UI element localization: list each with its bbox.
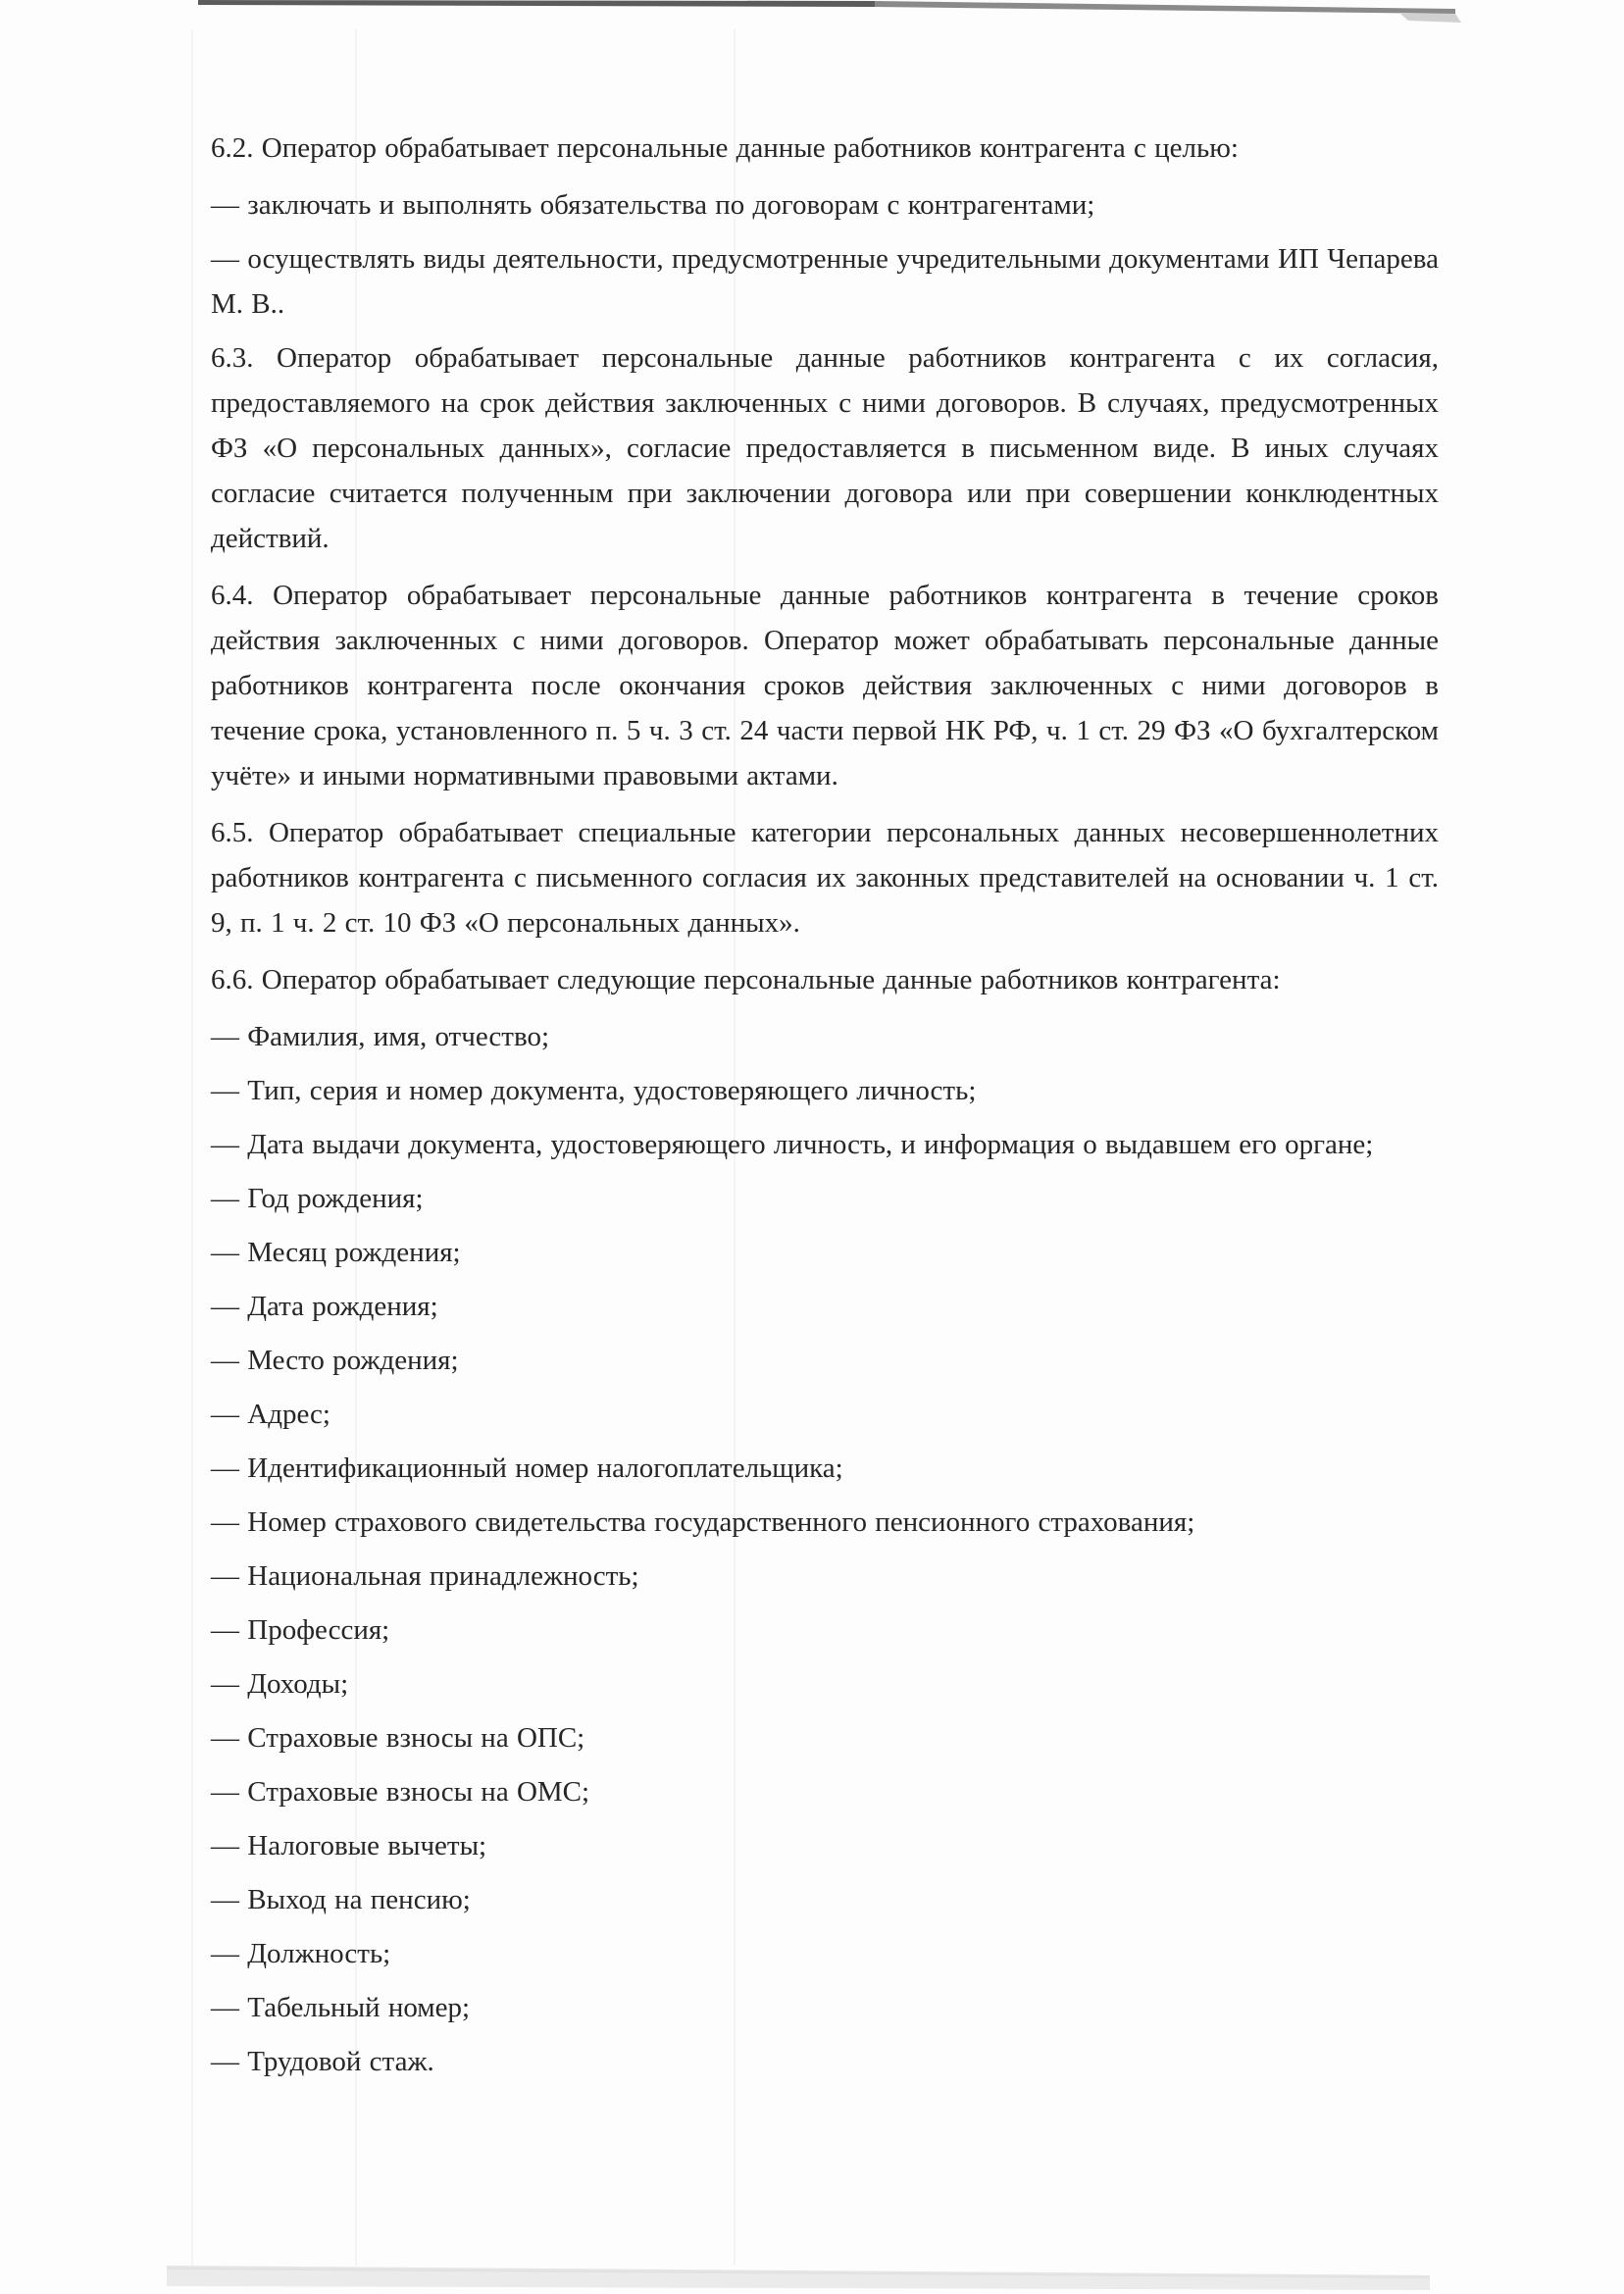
paragraph-6-6: 6.6. Оператор обрабатывает следующие персональные данные работников контрагента: (211, 964, 1281, 995)
list-item: — Страховые взносы на ОМС; (211, 1776, 590, 1808)
list-item: — Тип, серия и номер документа, удостоверяющего личность; (211, 1075, 977, 1106)
list-item: — Профессия; (211, 1614, 390, 1646)
list-item: — Табельный номер; (211, 1992, 471, 2023)
list-item: — Фамилия, имя, отчество; (211, 1021, 550, 1052)
list-item: — Год рождения; (211, 1183, 424, 1214)
scan-top-edge-artifact (0, 0, 1624, 39)
list-item: — Налоговые вычеты; (211, 1830, 487, 1861)
list-item: — Место рождения; (211, 1345, 459, 1376)
list-item: — Доходы; (211, 1668, 349, 1700)
list-item: — Трудовой стаж. (211, 2046, 434, 2077)
paper-fold-line (191, 29, 193, 2266)
list-item: — Месяц рождения; (211, 1237, 461, 1268)
list-item: — Национальная принадлежность; (211, 1560, 639, 1592)
list-item: — Дата рождения; (211, 1291, 438, 1322)
list-item: — Должность; (211, 1938, 391, 1969)
paragraph-6-3: 6.3. Оператор обрабатывает персональные данные работников контрагента с их согласия, предоставляемого на срок действия заключенных с ними договоров. В случаях, предусмотренных ФЗ «О персональных данных», согласие предоставляется в письменном виде. В иных случаях согласие считается полученным при заключении договора или при совершении конклюдентных действий. (211, 342, 1439, 554)
list-item-purpose-contracts: — заключать и выполнять обязательства по договорам с контрагентами; (211, 189, 1095, 221)
scan-bottom-shadow-artifact (0, 2246, 1624, 2294)
list-item: — Адрес; (211, 1399, 330, 1430)
paragraph-6-4: 6.4. Оператор обрабатывает персональные данные работников контрагента в течение сроков действия заключенных с ними договоров. Оператор может обрабатывать персональные данные работников контрагента после окончания сроков действия заключенных с ними договоров в течение срока, установленного п. 5 ч. 3 ст. 24 части первой НК РФ, ч. 1 ст. 29 ФЗ «О бухгалтерском учёте» и иными нормативными правовыми актами. (211, 580, 1439, 791)
list-item: — Выход на пенсию; (211, 1884, 471, 1915)
list-item: — Номер страхового свидетельства государственного пенсионного страхования; (211, 1506, 1195, 1538)
list-item: — Идентификационный номер налогоплательщика; (211, 1453, 843, 1484)
list-item-purpose-activities: — осуществлять виды деятельности, предусмотренные учредительными документами ИП Чепарева М. В.. (211, 243, 1439, 320)
paragraph-6-5: 6.5. Оператор обрабатывает специальные категории персональных данных несовершеннолетних работников контрагента с письменного согласия их законных представителей на основании ч. 1 ст. 9, п. 1 ч. 2 ст. 10 ФЗ «О персональных данных». (211, 817, 1439, 939)
paragraph-6-2: 6.2. Оператор обрабатывает персональные данные работников контрагента с целью: (211, 132, 1239, 164)
list-item: — Дата выдачи документа, удостоверяющего личность, и информация о выдавшем его органе; (211, 1129, 1374, 1160)
document-body (211, 126, 1439, 2093)
list-item: — Страховые взносы на ОПС; (211, 1722, 585, 1754)
